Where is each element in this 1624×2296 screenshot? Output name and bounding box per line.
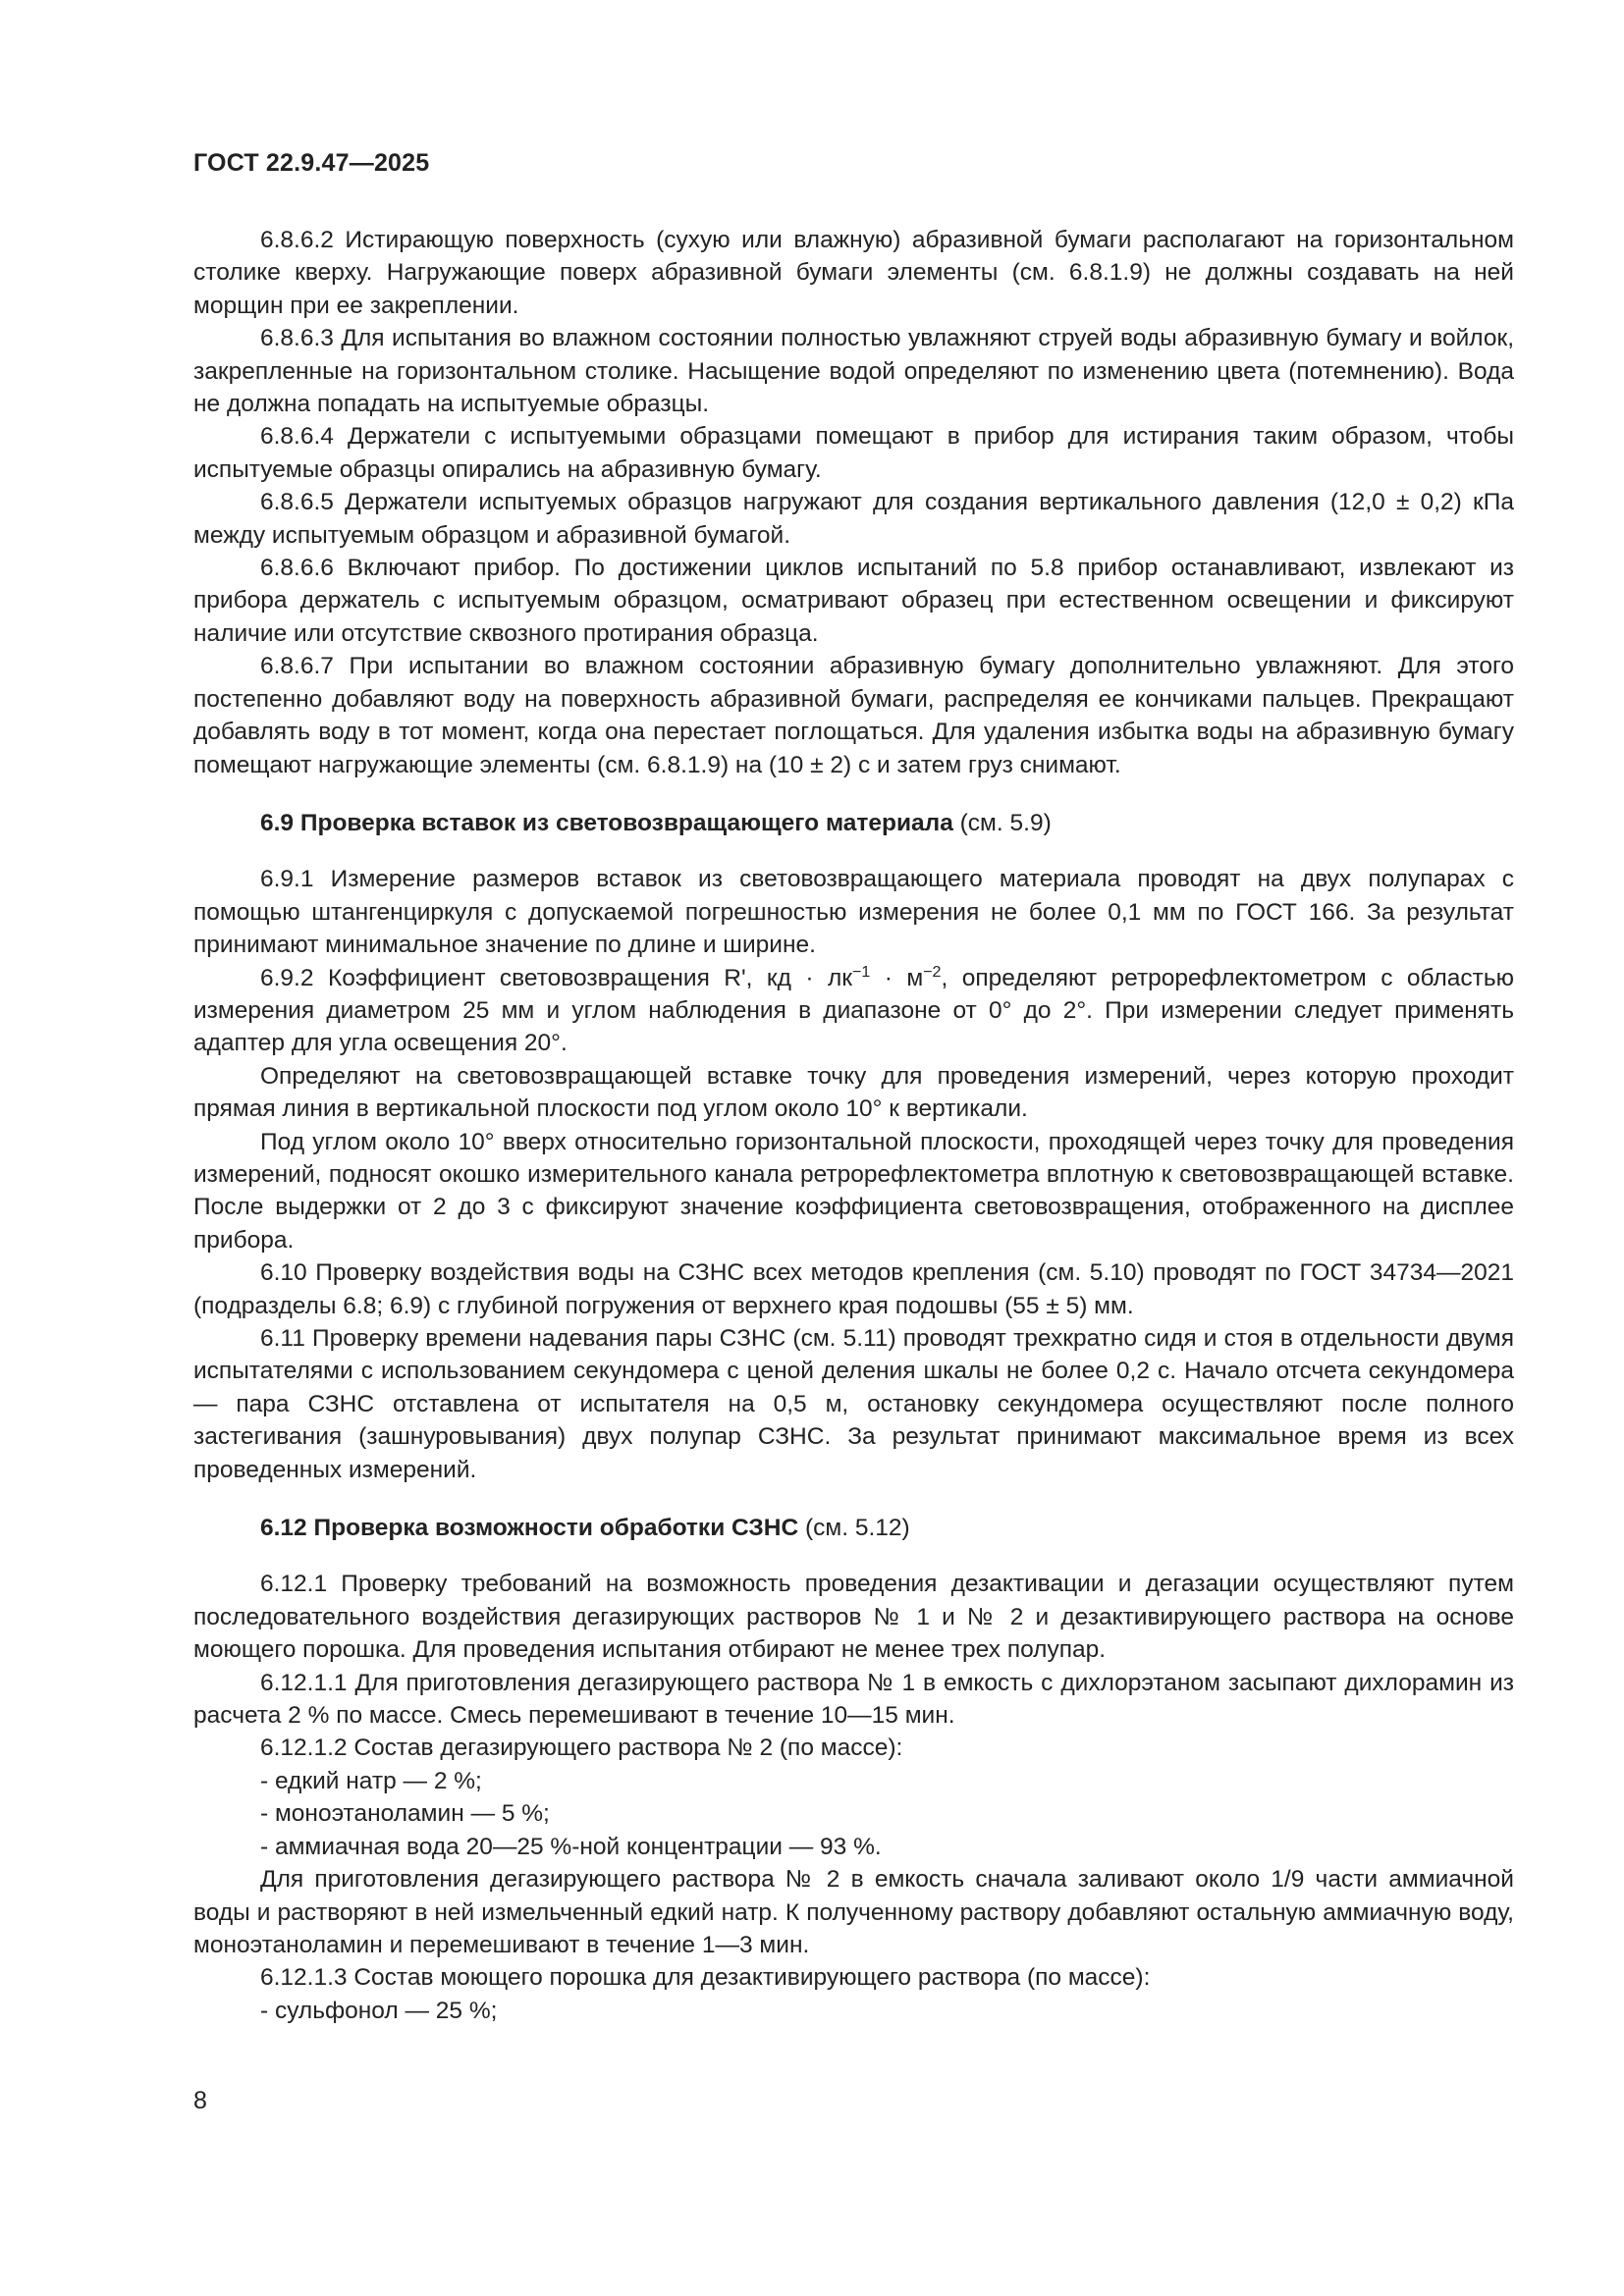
page-number: 8 (193, 2087, 207, 2114)
paragraph-6-8-6-7: 6.8.6.7 При испытании во влажном состоянии абразивную бумагу дополнительно увлажняют. Для этого постепенно добавляют воду на поверхность абразивной бумаги, распределяя ее кончиками пальцев. Прекращают добавлять воду в тот момент, когда она перестает поглощаться. Для удаления избытка воды на абразивную бумагу помещают нагружающие элементы (см. 6.8.1.9) на (10 ± 2) с и затем груз снимают. (193, 653, 1514, 778)
paragraph-6-9-2-part-c: , определяют ретрорефлектометром с областью измерения диаметром 25 мм и углом наблюдения в диапазоне от 0° до 2°. При измерении следует применять адаптер для угла освещения 20°. (193, 964, 1514, 1057)
paragraph-6-9-2-measurement-point: Определяют на световозвращающей вставке точку для проведения измерений, через которую проходит прямая линия в вертикальной плоскости под углом около 10° к вертикали. (193, 1062, 1514, 1123)
paragraph-6-9-1: 6.9.1 Измерение размеров вставок из световозвращающего материала проводят на двух полупарах с помощью штангенциркуля с допускаемой погрешностью измерения не более 0,1 мм по ГОСТ 166. За результат принимают минимальное значение по длине и ширине. (193, 866, 1514, 959)
list-item: - едкий натр — 2 %; (260, 1767, 482, 1794)
document-header: ГОСТ 22.9.47—2025 (193, 149, 430, 177)
paragraph-6-12-1: 6.12.1 Проверку требований на возможность проведения дезактивации и дегазации осуществляют путем последовательного воздействия дегазирующих растворов № 1 и № 2 и дезактивирующего раствора на основе моющего порошка. Для проведения испытания отбирают не менее трех полупар. (193, 1571, 1514, 1664)
section-heading-6-12-ref: (см. 5.12) (798, 1515, 910, 1542)
paragraph-6-9-2-part-a: 6.9.2 Коэффициент световозвращения R', кд · лк (260, 964, 853, 991)
paragraph-6-12-1-2: 6.12.1.2 Состав дегазирующего раствора № 2 (по массе): (260, 1735, 903, 1762)
section-heading-6-9 (193, 807, 1514, 839)
paragraph-6-12-1-1: 6.12.1.1 Для приготовления дегазирующего раствора № 1 в емкость с дихлорэтаном засыпают дихлорамин из расчета 2 % по массе. Смесь перемешивают в течение 10—15 мин. (193, 1669, 1514, 1730)
paragraph-6-9-2 (193, 962, 1514, 1060)
section-heading-6-9-ref: (см. 5.9) (952, 809, 1052, 836)
paragraph-6-12-1-2-preparation: Для приготовления дегазирующего раствора № 2 в емкость сначала заливают около 1/9 части аммиачной воды и растворяют в ней измельченный едкий натр. К полученному раствору добавляют остальную аммиачную воду, моноэтаноламин и перемешивают в течение 1—3 мин. (193, 1866, 1514, 1958)
paragraph-6-9-2-measurement-procedure: Под углом около 10° вверх относительно горизонтальной плоскости, проходящей через точку для проведения измерений, подносят окошко измерительного канала ретрорефлектометра вплотную к световозвращающей вставке. После выдержки от 2 до 3 с фиксируют значение коэффициента световозвращения, отображенного на дисплее прибора. (193, 1128, 1514, 1254)
composition-list-solution-2 (193, 1765, 1514, 1863)
superscript-minus-2: −2 (923, 963, 942, 981)
list-item: - аммиачная вода 20—25 %-ной концентрации — 93 %. (260, 1833, 882, 1860)
list-item: - сульфонол — 25 %; (260, 1997, 498, 2024)
section-heading-6-12-title: 6.12 Проверка возможности обработки СЗНС (260, 1515, 799, 1542)
paragraph-6-11: 6.11 Проверку времени надевания пары СЗНС (см. 5.11) проводят трехкратно сидя и стоя в отдельности двумя испытателями с использованием секундомера с ценой деления шкалы не более 0,2 с. Начало отсчета секундомера — пара СЗНС отставлена от испытателя на 0,5 м, остановку секундомера осуществляют после полного застегивания (зашнуровывания) двух полупар СЗНС. За результат принимают максимальное время из всех проведенных измерений. (193, 1325, 1514, 1483)
document-body (193, 224, 1514, 2027)
paragraph-6-12-1-3: 6.12.1.3 Состав моющего порошка для дезактивирующего раствора (по массе): (260, 1964, 1151, 1992)
paragraph-6-10: 6.10 Проверку воздействия воды на СЗНС всех методов крепления (см. 5.10) проводят по ГОСТ 34734—2021 (подразделы 6.8; 6.9) с глубиной погружения от верхнего края подошвы (55 ± 5) мм. (193, 1259, 1514, 1319)
section-heading-6-12 (193, 1512, 1514, 1544)
paragraph-6-8-6-2: 6.8.6.2 Истирающую поверхность (сухую или влажную) абразивной бумаги располагают на горизонтальном столике кверху. Нагружающие поверх абразивной бумаги элементы (см. 6.8.1.9) не должны создавать на ней морщин при ее закреплении. (193, 227, 1514, 319)
section-heading-6-9-title: 6.9 Проверка вставок из световозвращающего материала (260, 809, 953, 836)
list-item: - моноэтаноламин — 5 %; (260, 1800, 550, 1828)
paragraph-6-8-6-6: 6.8.6.6 Включают прибор. По достижении циклов испытаний по 5.8 прибор останавливают, извлекают из прибора держатель с испытуемым образцом, осматривают образец при естественном освещении и фиксируют наличие или отсутствие сквозного протирания образца. (193, 555, 1514, 647)
superscript-minus-1: −1 (852, 963, 871, 981)
paragraph-6-8-6-4: 6.8.6.4 Держатели с испытуемыми образцами помещают в прибор для истирания таким образом, чтобы испытуемые образцы опирались на абразивную бумагу. (193, 423, 1514, 483)
paragraph-6-8-6-5: 6.8.6.5 Держатели испытуемых образцов нагружают для создания вертикального давления (12,0 ± 0,2) кПа между испытуемым образцом и абразивной бумагой. (193, 489, 1514, 549)
paragraph-6-8-6-3: 6.8.6.3 Для испытания во влажном состоянии полностью увлажняют струей воды абразивную бумагу и войлок, закрепленные на горизонтальном столике. Насыщение водой определяют по изменению цвета (потемнению). Вода не должна попадать на испытуемые образцы. (193, 325, 1514, 418)
paragraph-6-9-2-part-b: · м (870, 964, 924, 991)
composition-list-washing-powder (193, 1995, 1514, 2027)
